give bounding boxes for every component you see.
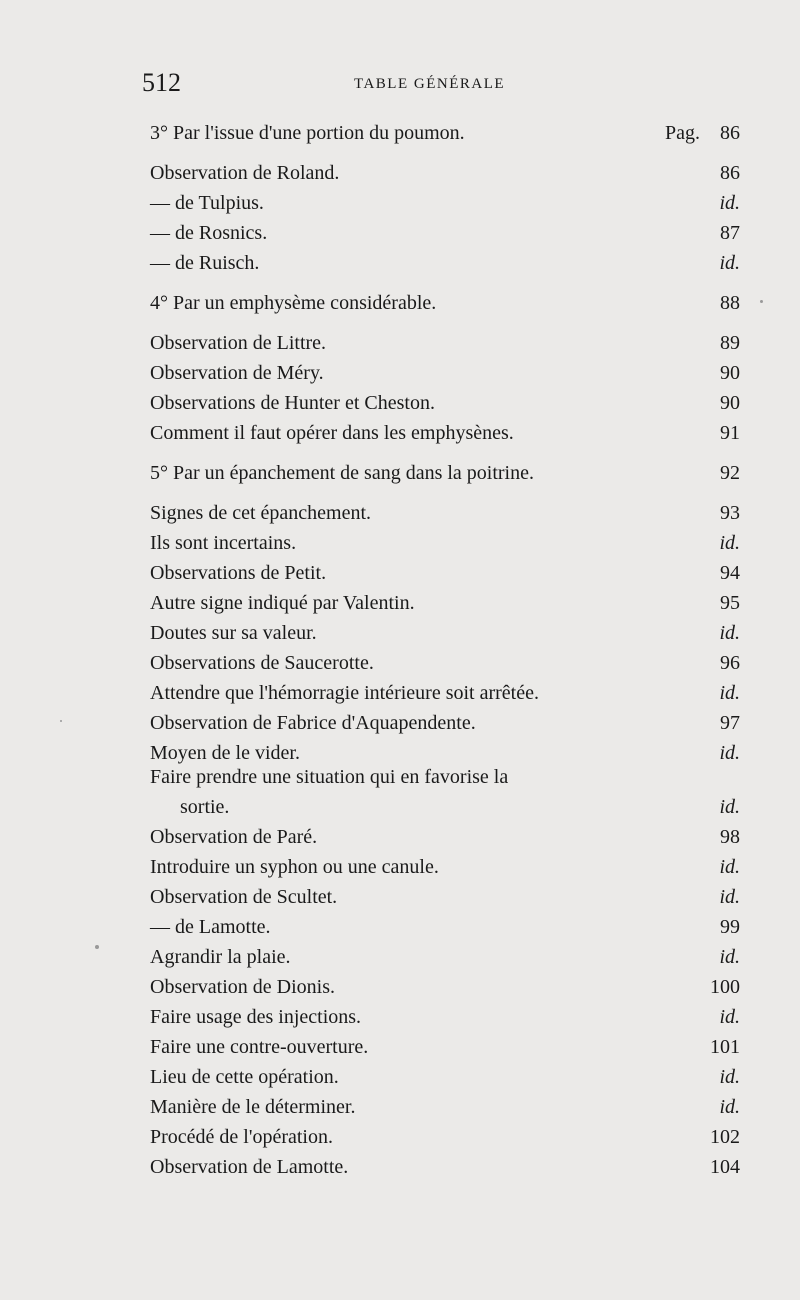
toc-entry-text: Autre signe indiqué par Valentin. [150, 592, 415, 614]
toc-entry-text: Comment il faut opérer dans les emphysènes. [150, 422, 514, 444]
toc-entry-text: Observation de Fabrice d'Aquapendente. [150, 712, 476, 734]
toc-entry-page: 102 [710, 1126, 740, 1148]
toc-entry-page: id. [719, 622, 740, 644]
toc-entry-text: Observation de Lamotte. [150, 1156, 349, 1178]
toc-entry [150, 678, 740, 708]
toc-entry-text: Faire une contre-ouverture. [150, 1036, 369, 1058]
toc-entry-page: id. [719, 1096, 740, 1118]
toc-entry [150, 972, 740, 1002]
toc-entry-text: Observation de Littre. [150, 332, 327, 354]
toc-entry-page: 91 [720, 422, 740, 444]
toc-entry [150, 708, 740, 738]
toc-entry [150, 882, 740, 912]
toc-entry-page: 98 [720, 826, 740, 848]
toc-entry-text: Moyen de le vider. [150, 742, 300, 764]
toc-entry [150, 528, 740, 558]
toc-entry [150, 1032, 740, 1062]
toc-entry-page: 86 [720, 122, 740, 144]
toc-pag-label: Pag. [665, 122, 700, 144]
toc-entry-page: id. [719, 742, 740, 764]
toc-entry-page: 94 [720, 562, 740, 584]
toc-entry-page: 95 [720, 592, 740, 614]
toc-entry [150, 418, 740, 448]
toc-entry-page: id. [719, 682, 740, 704]
toc-entry-text: 3° Par l'issue d'une portion du poumon. [150, 122, 465, 144]
toc-entry-text: Faire usage des injections. [150, 1006, 362, 1028]
toc-entry [150, 558, 740, 588]
toc-entry-text: 5° Par un épanchement de sang dans la poitrine. [150, 462, 534, 484]
toc-entry-page: 89 [720, 332, 740, 354]
toc-entry [150, 822, 740, 852]
toc-entry [150, 188, 740, 218]
toc-entry [150, 388, 740, 418]
toc-entry [150, 912, 740, 942]
toc-entry [150, 328, 740, 358]
toc-entry-text: Procédé de l'opération. [150, 1126, 333, 1148]
running-title: TABLE GÉNÉRALE [354, 76, 506, 92]
toc-entry-page: id. [719, 886, 740, 908]
toc-entry-page: id. [719, 192, 740, 214]
toc-entry-page: id. [719, 252, 740, 274]
toc-entry-text: Ils sont incertains. [150, 532, 297, 554]
toc-entry-text: Introduire un syphon ou une canule. [150, 856, 439, 878]
toc-entry [150, 248, 740, 278]
toc-entry [150, 288, 740, 318]
toc-entry [150, 458, 740, 488]
toc-entry-page: 97 [720, 712, 740, 734]
toc-entry [150, 1092, 740, 1122]
paper-speck [95, 945, 99, 949]
toc-entry-page: 101 [710, 1036, 740, 1058]
toc-entry [150, 852, 740, 882]
toc-entry-page: 86 [720, 162, 740, 184]
toc-entry-text: Doutes sur sa valeur. [150, 622, 317, 644]
toc-entry-page: 92 [720, 462, 740, 484]
toc-entry-text: — de Ruisch. [150, 252, 260, 274]
toc-entry-text: Manière de le déterminer. [150, 1096, 356, 1118]
toc-entry-page: 90 [720, 392, 740, 414]
toc-entry-text: sortie. [180, 796, 230, 818]
toc-entry-page: id. [719, 1006, 740, 1028]
toc-entry-text: Observations de Saucerotte. [150, 652, 374, 674]
toc-entry-text: Attendre que l'hémorragie intérieure soit arrêtée. [150, 682, 539, 704]
toc-entry [150, 1152, 740, 1182]
toc-entry-text: Observation de Dionis. [150, 976, 335, 998]
toc-entry-text: Lieu de cette opération. [150, 1066, 339, 1088]
toc-entry-text: Observation de Roland. [150, 162, 340, 184]
toc-entry-page: 104 [710, 1156, 740, 1178]
toc-entry [150, 158, 740, 188]
toc-entry [150, 498, 740, 528]
toc-entry [150, 218, 740, 248]
toc-entry [150, 1002, 740, 1032]
toc-entry-page: 88 [720, 292, 740, 314]
toc-entry-page: 96 [720, 652, 740, 674]
page-header [142, 68, 742, 98]
toc-entry-text: Signes de cet épanchement. [150, 502, 372, 524]
paper-speck [60, 720, 62, 722]
toc-entry [150, 648, 740, 678]
toc-entry [150, 588, 740, 618]
toc-entry-text: Observation de Scultet. [150, 886, 338, 908]
toc-entry [150, 1062, 740, 1092]
toc-entry-page: 87 [720, 222, 740, 244]
toc-entry [150, 618, 740, 648]
toc-entry-text: Observation de Paré. [150, 826, 318, 848]
toc-entry-text: — de Lamotte. [150, 916, 271, 938]
toc-entry-page: 90 [720, 362, 740, 384]
toc-entry-page: 99 [720, 916, 740, 938]
toc-entry [150, 1122, 740, 1152]
toc-entry-text: Faire prendre une situation qui en favorise la [150, 766, 509, 788]
toc-entry-page: 100 [710, 976, 740, 998]
toc-entry-page: id. [719, 796, 740, 818]
toc-entry-page: id. [719, 946, 740, 968]
toc-entry [150, 118, 740, 148]
toc-entry-text: Agrandir la plaie. [150, 946, 291, 968]
toc-entry-page: id. [719, 856, 740, 878]
toc-entry-text: — de Tulpius. [150, 192, 264, 214]
page-number: 512 [142, 68, 181, 97]
toc-entry [150, 358, 740, 388]
toc-entry [150, 942, 740, 972]
toc-entry-text: 4° Par un emphysème considérable. [150, 292, 437, 314]
toc-entry-page: id. [719, 532, 740, 554]
toc-entry-text: Observations de Petit. [150, 562, 327, 584]
toc-entry [150, 762, 740, 792]
toc-entry [150, 792, 740, 822]
toc-entry-page: id. [719, 1066, 740, 1088]
toc-entry-text: — de Rosnics. [150, 222, 268, 244]
toc-entry-page: 93 [720, 502, 740, 524]
toc-entry-text: Observation de Méry. [150, 362, 324, 384]
toc-entry-text: Observations de Hunter et Cheston. [150, 392, 435, 414]
paper-speck [760, 300, 763, 303]
